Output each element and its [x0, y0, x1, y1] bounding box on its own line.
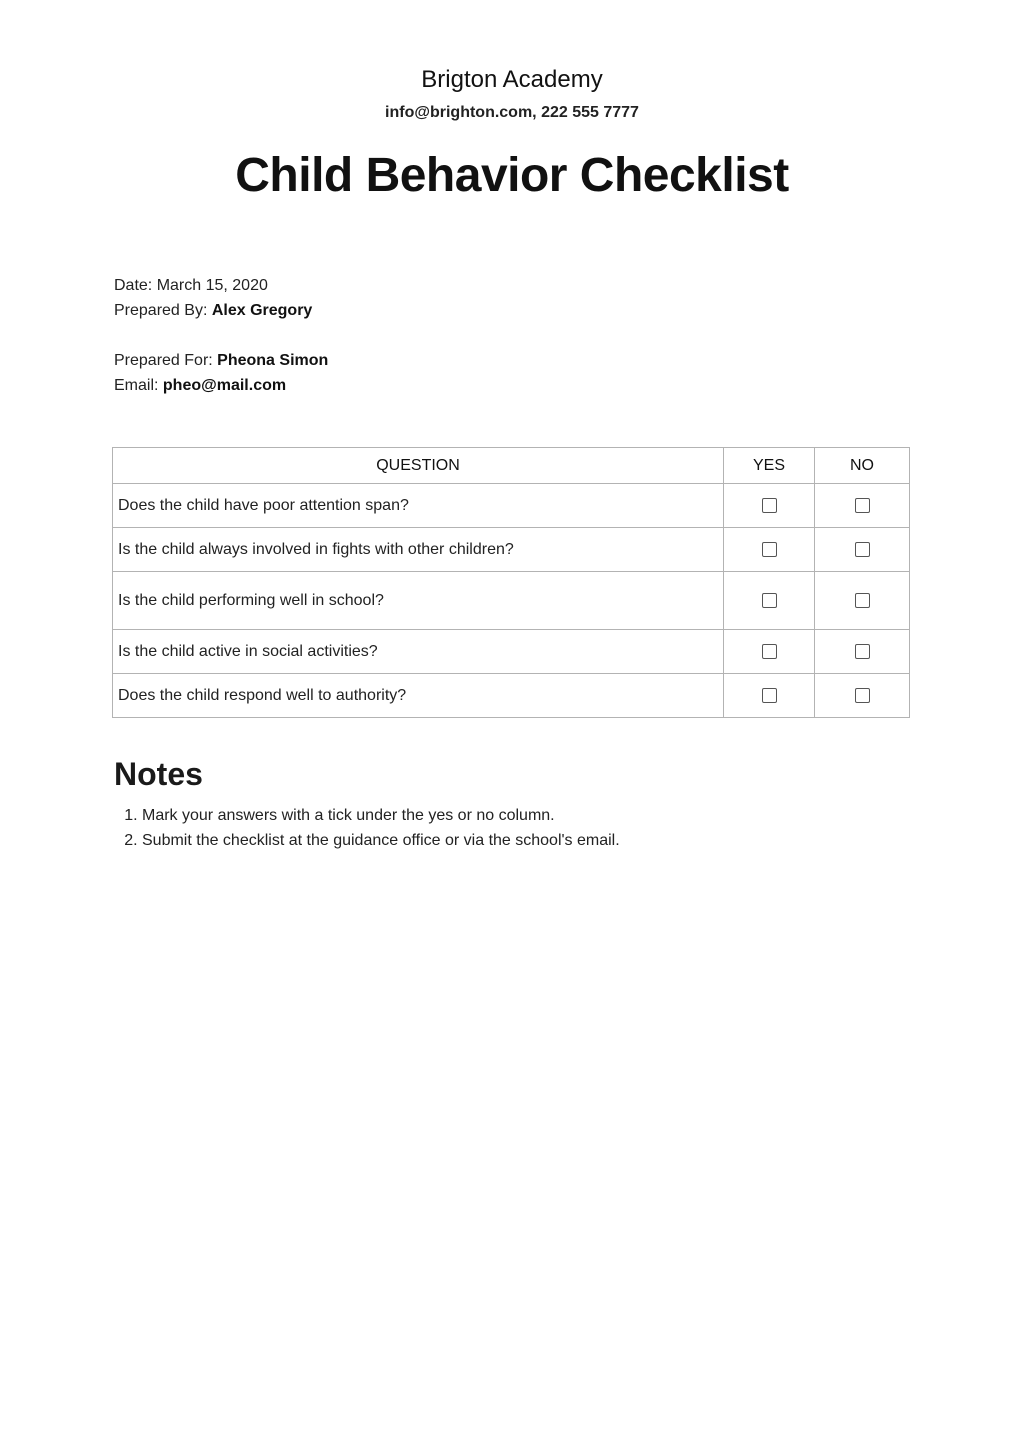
yes-checkbox[interactable]: [762, 498, 777, 513]
yes-cell: [724, 484, 815, 528]
prepared-by-label: Prepared By:: [114, 302, 212, 319]
table-row: [113, 630, 910, 674]
no-checkbox[interactable]: [855, 542, 870, 557]
no-cell: [815, 572, 910, 630]
email-line: [114, 373, 328, 398]
meta-spacer: [114, 323, 328, 348]
yes-cell: [724, 528, 815, 572]
no-cell: [815, 484, 910, 528]
date-value: March 15, 2020: [156, 277, 268, 294]
list-item: 1. Mark your answers with a tick under the yes or no column.: [142, 803, 620, 828]
prepared-for-value: Pheona Simon: [217, 352, 329, 369]
prepared-for-label: Prepared For:: [114, 352, 218, 369]
notes-list: [114, 803, 620, 853]
date-label: Date:: [114, 277, 157, 294]
document-meta: [114, 273, 328, 398]
no-checkbox[interactable]: [855, 644, 870, 659]
question-cell: Does the child respond well to authority?: [113, 674, 724, 718]
yes-checkbox[interactable]: [762, 644, 777, 659]
question-cell: Is the child active in social activities?: [113, 630, 724, 674]
no-checkbox[interactable]: [855, 688, 870, 703]
prepared-by-line: [114, 298, 328, 323]
organization-name: Brigton Academy: [421, 66, 603, 93]
checklist-table: [112, 447, 910, 718]
table-row: [113, 484, 910, 528]
organization-contact: info@brighton.com, 222 555 7777: [385, 104, 639, 121]
yes-cell: [724, 674, 815, 718]
prepared-for-line: [114, 348, 328, 373]
question-cell: Does the child have poor attention span?: [113, 484, 724, 528]
yes-cell: [724, 630, 815, 674]
email-label: Email:: [114, 377, 163, 394]
notes-heading: Notes: [114, 756, 203, 792]
list-item: 2. Submit the checklist at the guidance office or via the school's email.: [142, 828, 620, 853]
table-row: [113, 572, 910, 630]
no-cell: [815, 528, 910, 572]
date-line: [114, 273, 328, 298]
no-cell: [815, 630, 910, 674]
document-title: Child Behavior Checklist: [235, 149, 789, 202]
header-no: NO: [815, 448, 910, 484]
prepared-by-value: Alex Gregory: [211, 302, 313, 319]
question-cell: Is the child performing well in school?: [113, 572, 724, 630]
yes-checkbox[interactable]: [762, 688, 777, 703]
table-row: [113, 528, 910, 572]
no-checkbox[interactable]: [855, 498, 870, 513]
email-value: pheo@mail.com: [162, 377, 287, 394]
yes-cell: [724, 572, 815, 630]
table-row: [113, 674, 910, 718]
header-question: QUESTION: [113, 448, 724, 484]
header-yes: YES: [724, 448, 815, 484]
yes-checkbox[interactable]: [762, 593, 777, 608]
no-checkbox[interactable]: [855, 593, 870, 608]
question-cell: Is the child always involved in fights with other children?: [113, 528, 724, 572]
table-header-row: [113, 448, 910, 484]
no-cell: [815, 674, 910, 718]
yes-checkbox[interactable]: [762, 542, 777, 557]
